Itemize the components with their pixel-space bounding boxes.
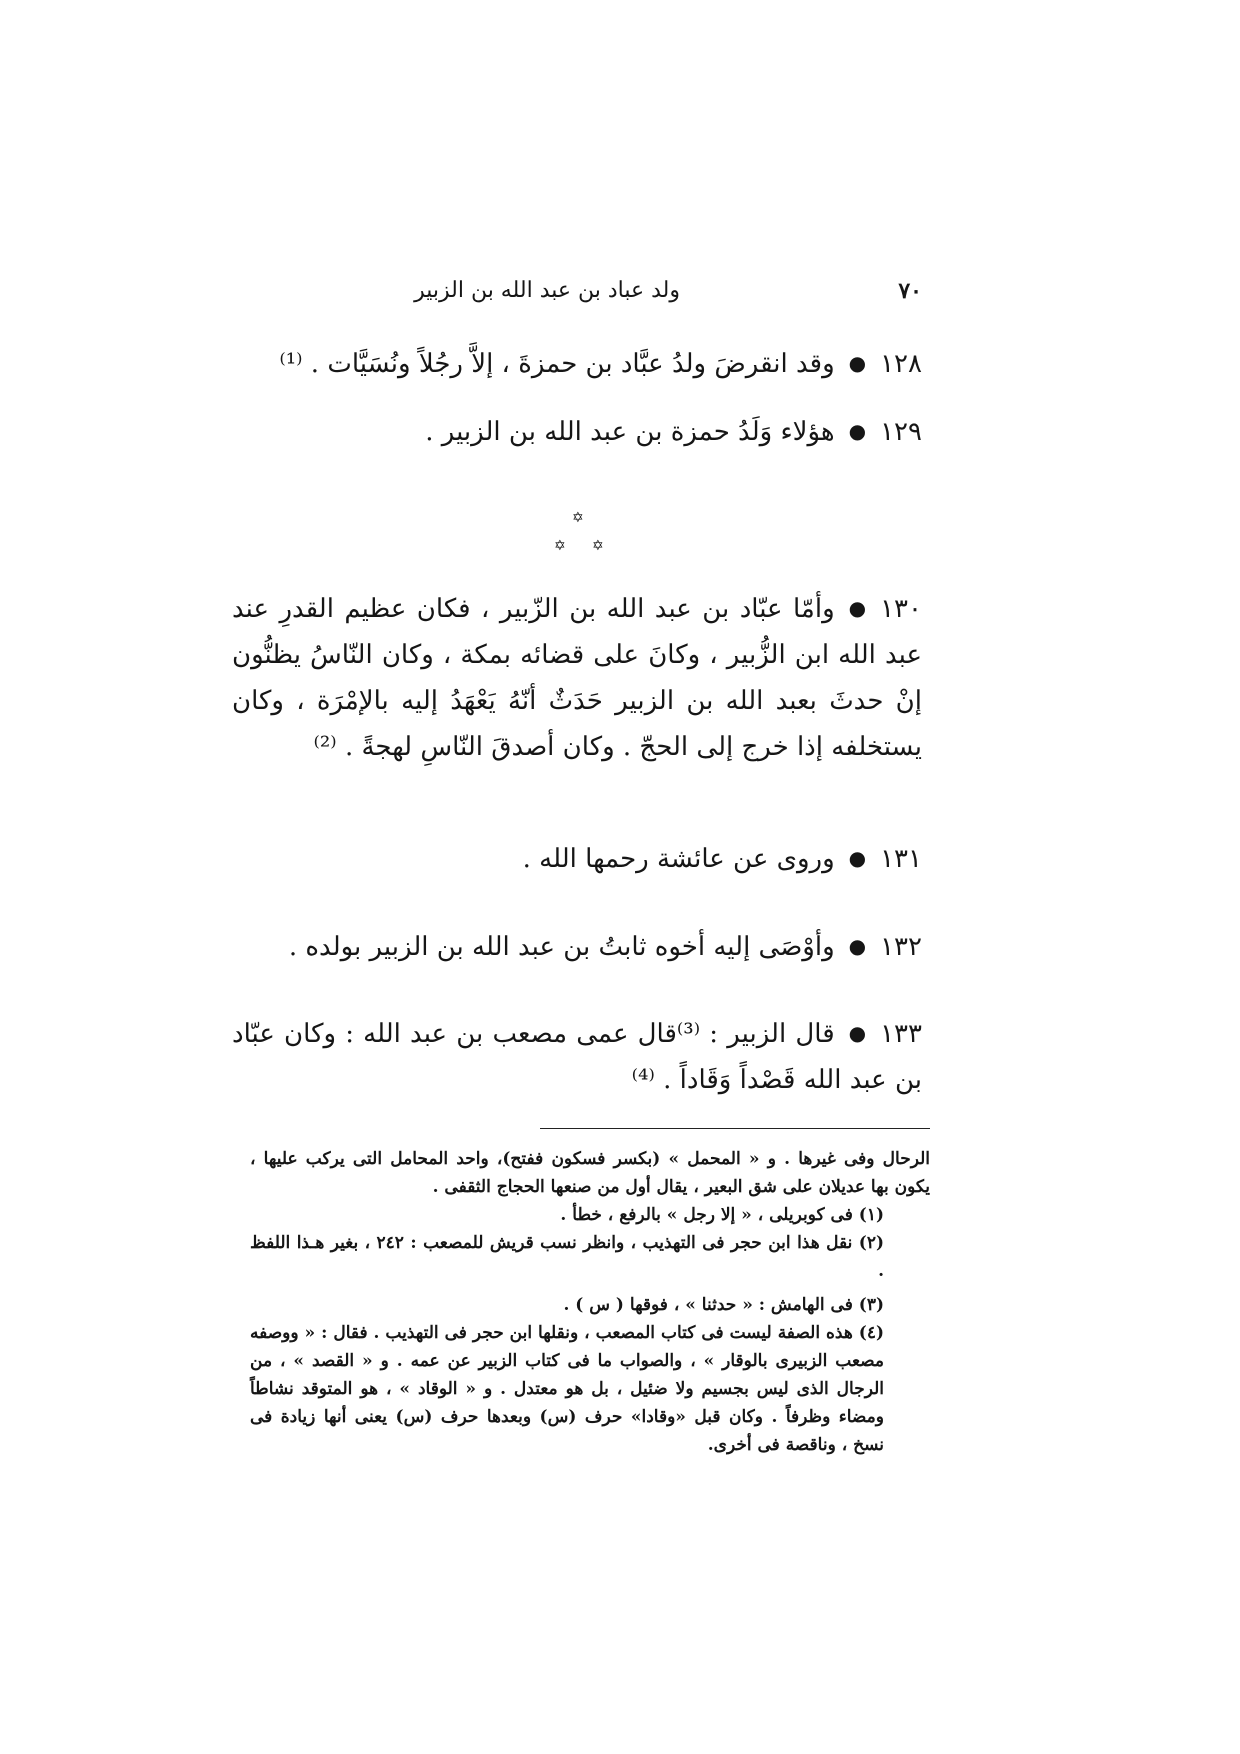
page-number: ٧٠ <box>898 278 922 304</box>
footnote-4: (٤) هذه الصفة ليست فى كتاب المصعب ، ونقلها ابن حجر فى التهذيب . فقال : « ووصفه مصعب الزبيرى بالوقار » ، والصواب ما فى كتاب الزبير عن عمه . و « القصد » ، من الرجال الذى ليس بجسيم ولا ضئيل ، بل هو معتدل . و « الوقاد » ، هو المتوقد نشاطاً ومضاء وظرفاً . وكان قبل «وقادا» حرف (س) وبعدها حرف (س) يعنى أنها زيادة فى نسخ ، وناقصة فى أخرى. <box>250 1323 884 1455</box>
entry-132 <box>289 923 922 970</box>
section-separator <box>540 510 620 570</box>
bullet-icon: ● <box>848 351 867 375</box>
star-icon: ✡ <box>592 538 604 554</box>
header-title: ولد عباد بن عبد الله بن الزبير <box>414 278 680 303</box>
entry-133 <box>232 1010 922 1103</box>
entry-text: هؤلاء وَلَدُ حمزة بن عبد الله بن الزبير . <box>425 417 835 447</box>
bullet-icon: ● <box>848 596 867 620</box>
running-header <box>0 278 1240 318</box>
footnote-1: (١) فى كوبريلى ، « إلا رجل » بالرفع ، خطأ . <box>560 1205 884 1225</box>
entry-text: وأوْصَى إليه أخوه ثابتُ بن عبد الله بن الزبير بولده . <box>288 932 835 962</box>
bullet-icon: ● <box>848 934 867 958</box>
entry-130 <box>232 585 922 770</box>
entry-129 <box>425 408 922 455</box>
footnote-divider <box>540 1128 930 1129</box>
entry-number: ١٣٣ <box>880 1019 922 1049</box>
entry-number: ١٢٨ <box>880 349 922 379</box>
bullet-icon: ● <box>848 1021 867 1045</box>
entry-number: ١٣٠ <box>880 594 922 624</box>
footnote-continuation: الرحال وفى غيرها . و « المحمل » (بكسر فسكون ففتح)، واحد المحامل التى يركب عليها ، يكون بها عديلان على شق البعير ، يقال أول من صنعها الحجاج الثقفى . <box>250 1149 930 1197</box>
entry-text: وأمّا عبّاد بن عبد الله بن الزّبير ، فكان عظيم القدرِ عند عبد الله ابن الزُّبير ، وكانَ على قضائه بمكة ، وكان النّاسُ يظنُّون إنْ حدثَ بعبد الله بن الزبير حَدَثٌ أنّهُ يَعْهَدُ إليه بالإمْرَة ، وكان يستخلفه إذا خرج إلى الحجّ . وكان أصدقَ النّاسِ لهجةً . ⁽²⁾ <box>232 594 922 762</box>
entry-128 <box>279 340 922 387</box>
entry-131 <box>523 835 922 882</box>
bullet-icon: ● <box>848 846 867 870</box>
footnote-2: (٢) نقل هذا ابن حجر فى التهذيب ، وانظر نسب قريش للمصعب : ٢٤٢ ، بغير هـذا اللفظ . <box>250 1233 884 1281</box>
entry-text: وقد انقرضَ ولدُ عبَّاد بن حمزةَ ، إلاَّ رجُلاً ونُسَيَّات . ⁽¹⁾ <box>279 349 835 379</box>
star-icon: ✡ <box>554 538 566 554</box>
entry-number: ١٢٩ <box>880 417 922 447</box>
footnote-3: (٣) فى الهامش : « حدثنا » ، فوقها ( س ) . <box>563 1295 884 1315</box>
entry-text: قال الزبير : ⁽³⁾قال عمى مصعب بن عبد الله : وكان عبّاد بن عبد الله قَصْداً وَقَاداً . ⁽⁴⁾ <box>232 1019 922 1095</box>
footnotes <box>250 1145 930 1459</box>
star-icon: ✡ <box>572 510 584 526</box>
entry-text: وروى عن عائشة رحمها الله . <box>522 844 835 874</box>
entry-number: ١٣٢ <box>880 932 922 962</box>
entry-number: ١٣١ <box>880 844 922 874</box>
bullet-icon: ● <box>848 419 867 443</box>
